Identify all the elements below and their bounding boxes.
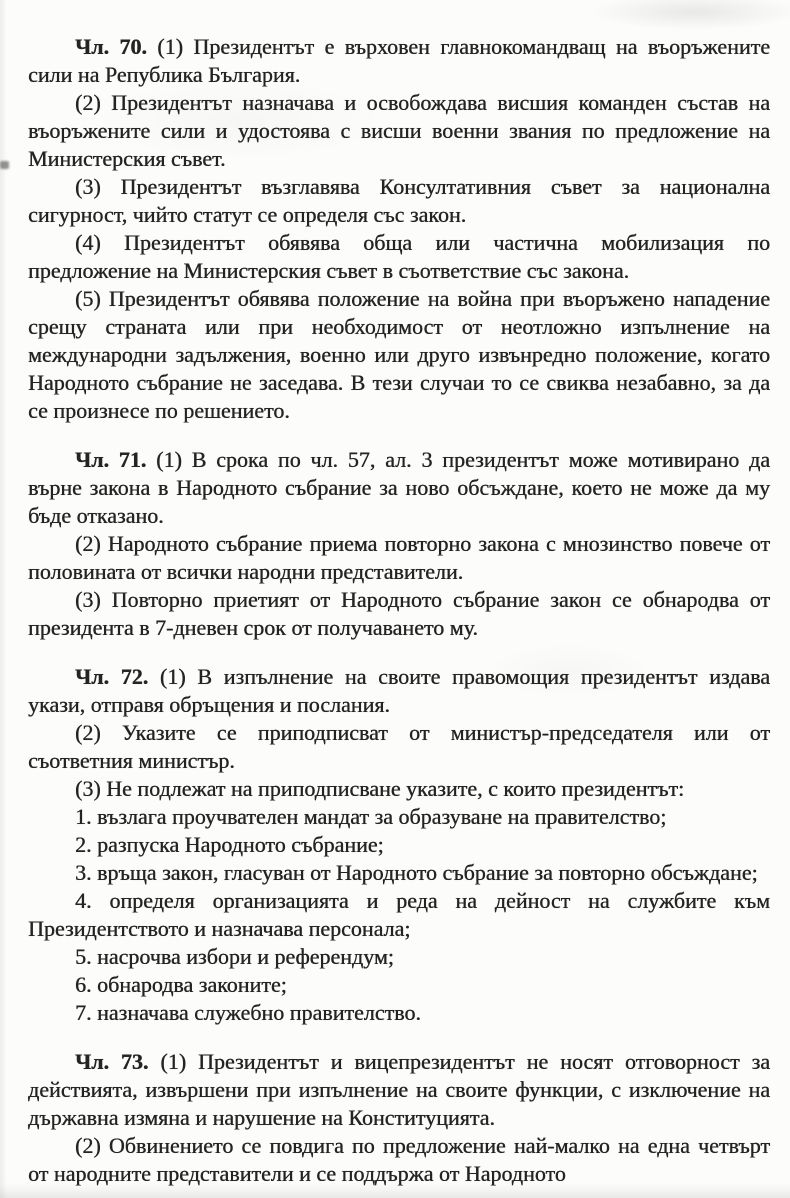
article-71 <box>28 446 770 642</box>
article-70 <box>28 33 770 425</box>
list-item: 5. насрочва избори и референдум; <box>75 944 394 969</box>
paragraph <box>28 1048 770 1132</box>
paragraph <box>28 663 770 719</box>
article-72 <box>28 663 770 1027</box>
article-label: Чл. 70. <box>75 34 147 59</box>
list-item: 1. възлага проучвателен мандат за образуване на правителство; <box>75 804 667 829</box>
paragraph-text: (1) Президентът е върховен главнокомандващ на въоръжените сили на Република България. <box>28 34 770 87</box>
article-label: Чл. 73. <box>75 1049 149 1074</box>
paragraph-text: (1) В срока по чл. 57, ал. 3 президентът може мотивирано да върне закона в Народното събрание за ново обсъждане, което не може да му бъде отказано. <box>28 447 770 528</box>
list-item: 7. назначава служебно правителство. <box>75 1000 421 1025</box>
paragraph: (3) Не подлежат на приподписване указите, с които президентът: <box>75 776 685 801</box>
list-item: 2. разпуска Народното събрание; <box>75 832 384 857</box>
list-item: 6. обнародва законите; <box>75 972 287 997</box>
paragraph: (2) Президентът назначава и освобождава висшия команден състав на въоръжените сили и удостоява с висши военни звания по предложение на Министерския съвет. <box>28 90 770 171</box>
list-item: 3. връща закон, гласуван от Народното събрание за повторно обсъждане; <box>75 860 758 885</box>
paragraph: (5) Президентът обявява положение на война при въоръжено нападение срещу страната или при необходимост от неотложно изпълнение на международни задължения, военно или друго извънредно положение, когато Народното събрание не заседава. В тези случаи то се свиква незабавно, за да се произнесе по решението. <box>28 286 770 423</box>
paragraph: (3) Повторно приетият от Народното събрание закон се обнародва от президента в 7-дневен срок от получаването му. <box>28 587 770 640</box>
paragraph: (3) Президентът възглавява Консултативния съвет за национална сигурност, чийто статут се определя със закон. <box>28 174 770 227</box>
paragraph <box>28 446 770 530</box>
article-73 <box>28 1048 770 1188</box>
paragraph-text: (1) Президентът и вицепрезидентът не носят отговорност за действията, извършени при изпълнение на своите функции, с изключение на държавна измяна и нарушение на Конституцията. <box>28 1049 770 1130</box>
paragraph: (2) Обвинението се повдига по предложение най-малко на една четвърт от народните представители и се поддържа от Народното <box>28 1133 770 1186</box>
paragraph: (4) Президентът обявява обща или частична мобилизация по предложение на Министерския съвет в съответствие със закона. <box>28 230 770 283</box>
article-label: Чл. 72. <box>75 664 149 689</box>
paragraph-text: (1) В изпълнение на своите правомощия президентът издава укази, отправя обръщения и послания. <box>28 664 770 717</box>
list-item: 4. определя организацията и реда на дейност на службите към Президентството и назначава персонала; <box>28 888 770 941</box>
paragraph: (2) Указите се приподписват от министър-председателя или от съответния министър. <box>28 720 770 773</box>
article-label: Чл. 71. <box>75 447 147 472</box>
paragraph <box>28 33 770 89</box>
paragraph: (2) Народното събрание приема повторно закона с мнозинство повече от половината от всички народни представители. <box>28 531 770 584</box>
scan-artifact <box>0 161 9 169</box>
